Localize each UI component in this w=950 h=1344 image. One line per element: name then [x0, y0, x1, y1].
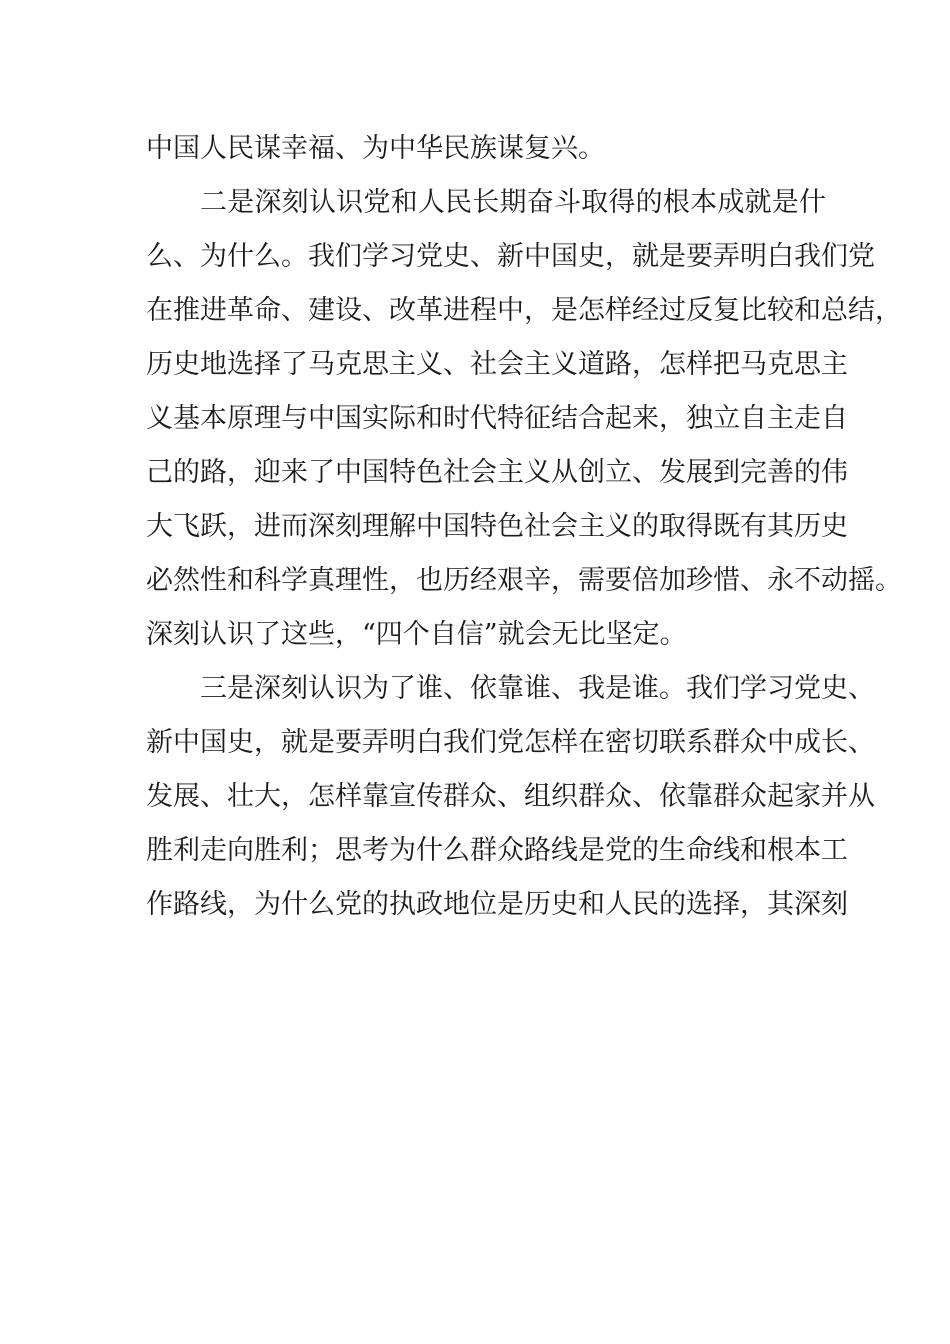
text-line-12: 新中国史，就是要弄明白我们党怎样在密切联系群众中成长、	[146, 727, 875, 758]
text-line-13: 发展、壮大，怎样靠宣传群众、组织群众、依靠群众起家并从	[146, 781, 875, 812]
text-line-3: 么、为什么。我们学习党史、新中国史，就是要弄明白我们党	[146, 241, 875, 272]
text-line-14: 胜利走向胜利；思考为什么群众路线是党的生命线和根本工	[146, 835, 848, 866]
text-line-8: 大飞跃，进而深刻理解中国特色社会主义的取得既有其历史	[146, 511, 848, 542]
text-line-5: 历史地选择了马克思主义、社会主义道路，怎样把马克思主	[146, 349, 848, 380]
text-line-11: 三是深刻认识为了谁、依靠谁、我是谁。我们学习党史、	[200, 673, 875, 704]
text-line-2: 二是深刻认识党和人民长期奋斗取得的根本成就是什	[200, 187, 826, 218]
text-line-7: 己的路，迎来了中国特色社会主义从创立、发展到完善的伟	[146, 457, 848, 488]
text-line-9: 必然性和科学真理性，也历经艰辛，需要倍加珍惜、永不动摇。	[146, 565, 902, 596]
text-line-1: 中国人民谋幸福、为中华民族谋复兴。	[146, 133, 605, 164]
text-line-15: 作路线，为什么党的执政地位是历史和人民的选择，其深刻	[146, 889, 848, 920]
document-body	[146, 122, 902, 932]
text-line-6: 义基本原理与中国实际和时代特征结合起来，独立自主走自	[146, 403, 848, 434]
text-line-4: 在推进革命、建设、改革进程中，是怎样经过反复比较和总结，	[146, 295, 902, 326]
text-line-10: 深刻认识了这些，“四个自信”就会无比坚定。	[146, 619, 687, 650]
